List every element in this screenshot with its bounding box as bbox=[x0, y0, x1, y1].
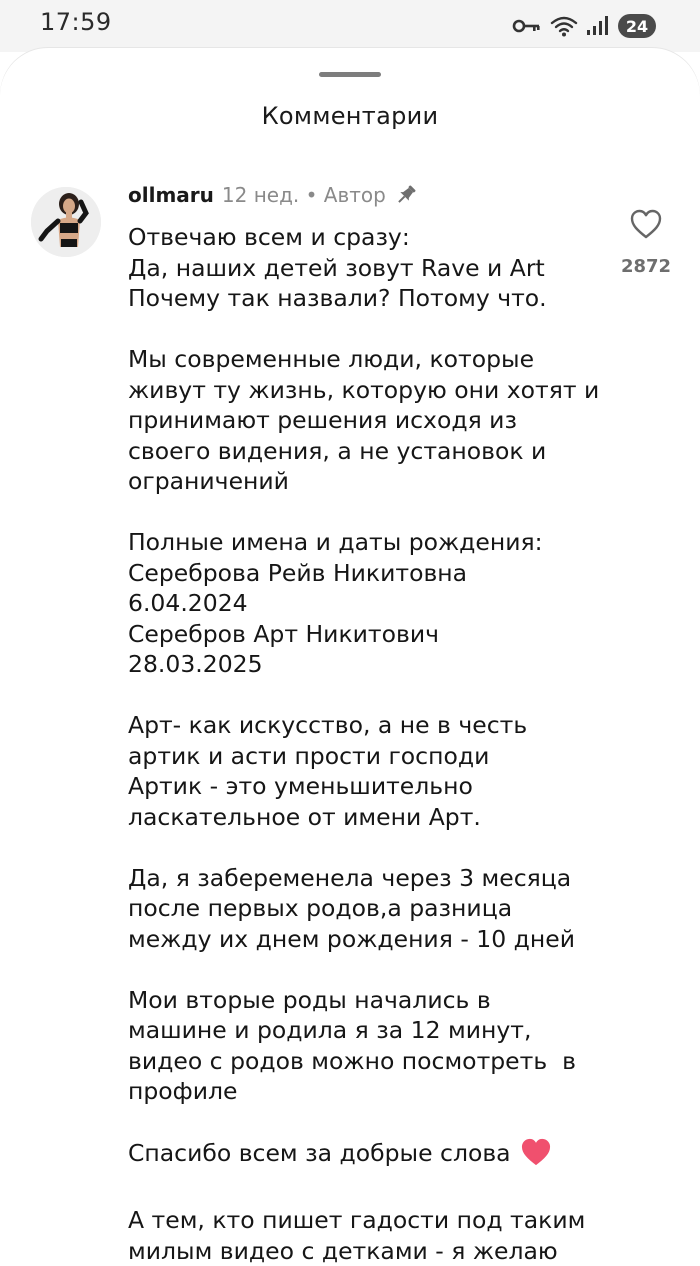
comment-line: А тем, кто пишет гадости под таким bbox=[128, 1205, 608, 1236]
comment-line: ласкательное от имени Арт. bbox=[128, 802, 608, 833]
like-block bbox=[614, 208, 678, 277]
comment-line bbox=[128, 954, 608, 985]
comment-line: между их днем рождения - 10 дней bbox=[128, 924, 608, 955]
comment-line: видео с родов можно посмотреть в bbox=[128, 1046, 608, 1077]
comment-username[interactable]: ollmaru bbox=[128, 183, 214, 207]
comment-line: Почему так назвали? Потому что. bbox=[128, 283, 608, 314]
battery-indicator: 24 bbox=[618, 14, 656, 38]
red-heart-emoji bbox=[520, 1137, 552, 1175]
pin-icon bbox=[394, 183, 418, 207]
comment-line bbox=[128, 680, 608, 711]
comment-line: своего видения, а не установок и bbox=[128, 436, 608, 467]
like-count: 2872 bbox=[621, 256, 671, 277]
comment-line: Полные имена и даты рождения: bbox=[128, 527, 608, 558]
comment-line: артик и асти прости господи bbox=[128, 741, 608, 772]
signal-icon bbox=[586, 15, 610, 37]
comment-line bbox=[128, 832, 608, 863]
comment-line: Серебров Арт Никитович bbox=[128, 619, 608, 650]
comment-line bbox=[128, 1107, 608, 1138]
wifi-icon bbox=[550, 14, 578, 38]
comment-line bbox=[128, 314, 608, 345]
comment-line bbox=[128, 1175, 608, 1206]
comment-line: 6.04.2024 bbox=[128, 588, 608, 619]
comment-line: милым видео с детками - я желаю bbox=[128, 1236, 608, 1266]
heart-outline-icon[interactable] bbox=[629, 208, 663, 244]
status-icons bbox=[512, 12, 656, 40]
comment-line: ограничений bbox=[128, 466, 608, 497]
comment-line: 28.03.2025 bbox=[128, 649, 608, 680]
status-bar bbox=[0, 0, 700, 52]
comment-line bbox=[128, 497, 608, 528]
comment-line: Арт- как искусство, а не в честь bbox=[128, 710, 608, 741]
comment-meta: 12 нед. • Автор bbox=[222, 183, 386, 207]
comment-line: Отвечаю всем и сразу: bbox=[128, 222, 608, 253]
comment-line: Мы современные люди, которые bbox=[128, 344, 608, 375]
key-icon bbox=[512, 17, 542, 35]
status-time: 17:59 bbox=[40, 8, 112, 36]
comment-header bbox=[128, 180, 418, 210]
comment-text bbox=[128, 222, 608, 1266]
sheet-title: Комментарии bbox=[0, 102, 700, 130]
comment-line: Спасибо всем за добрые слова bbox=[128, 1137, 608, 1175]
comment-line: Мои вторые роды начались в bbox=[128, 985, 608, 1016]
avatar[interactable] bbox=[31, 187, 101, 257]
comment-line: профиле bbox=[128, 1076, 608, 1107]
drag-handle[interactable] bbox=[319, 72, 381, 77]
comment-line: Да, наших детей зовут Rave и Art bbox=[128, 253, 608, 284]
comment-line: Сереброва Рейв Никитовна bbox=[128, 558, 608, 589]
comment-line: живут ту жизнь, которую они хотят и bbox=[128, 375, 608, 406]
comment-line: Артик - это уменьшительно bbox=[128, 771, 608, 802]
comment-line: машине и родила я за 12 минут, bbox=[128, 1015, 608, 1046]
comment-line: Да, я забеременела через 3 месяца bbox=[128, 863, 608, 894]
comment-line: принимают решения исходя из bbox=[128, 405, 608, 436]
comments-sheet bbox=[0, 48, 700, 1263]
comment-line: после первых родов,а разница bbox=[128, 893, 608, 924]
